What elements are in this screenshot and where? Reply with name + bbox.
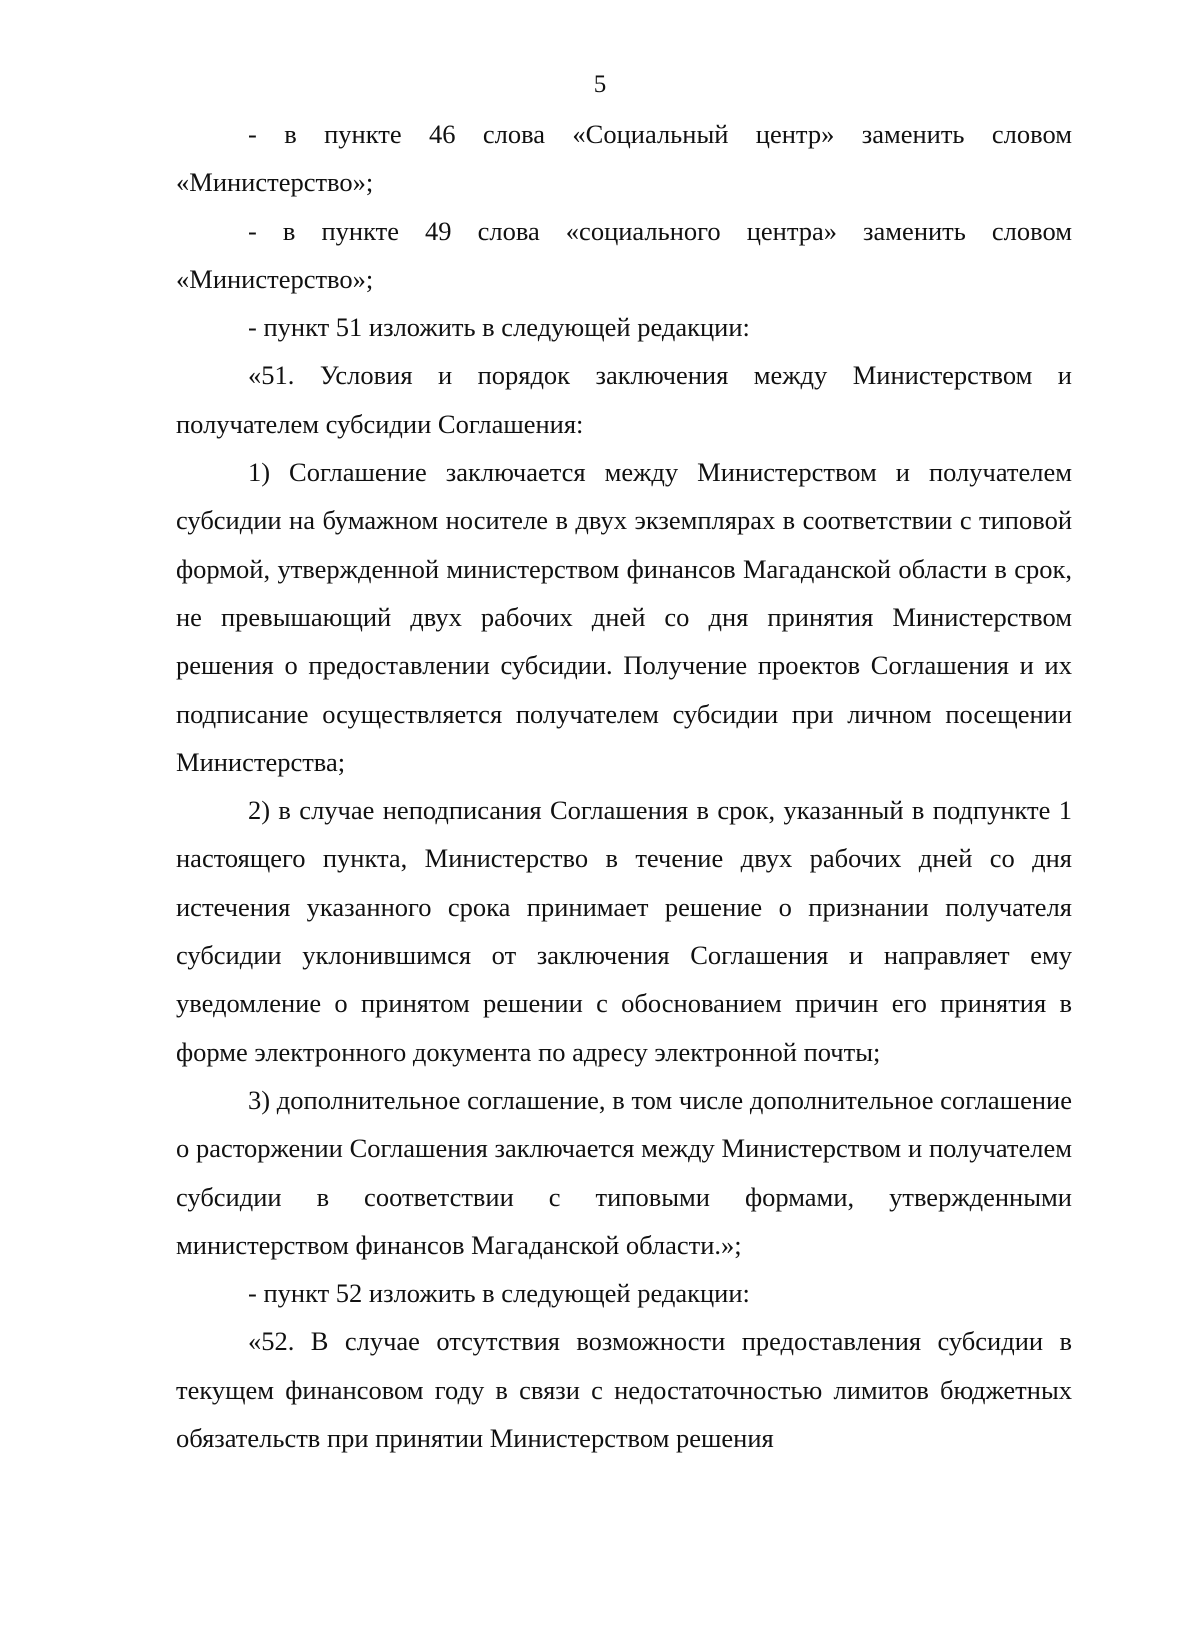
page-number: 5 xyxy=(593,71,607,98)
paragraph-subitem-2: 2) в случае неподписания Соглашения в срок, указанный в подпункте 1 настоящего пункта, Министерство в течение двух рабочих дней со дня истечения указанного срока принимает решение о признании получателя субсидии уклонившимся от заключения Соглашения и направляет ему уведомление о принятом решении с обоснованием причин его принятия в форме электронного документа по адресу электронной почты; xyxy=(176,795,1072,1067)
document-body xyxy=(176,110,1072,1462)
paragraph-item-49: - в пункте 49 слова «социального центра» заменить словом «Министерство»; xyxy=(176,215,1072,294)
paragraph-item-52-intro: - пункт 52 изложить в следующей редакции: xyxy=(248,1278,750,1309)
paragraph-subitem-1: 1) Соглашение заключается между Министерством и получателем субсидии на бумажном носителе в двух экземплярах в соответствии с типовой формой, утвержденной министерством финансов Магаданской области в срок, не превышающий двух рабочих дней со дня принятия Министерством решения о предоставлении субсидии. Получение проектов Соглашения и их подписание осуществляется получателем субсидии при личном посещении Министерства; xyxy=(176,457,1072,777)
paragraph-item-46: - в пункте 46 слова «Социальный центр» заменить словом «Министерство»; xyxy=(176,119,1072,198)
paragraph-subitem-3: 3) дополнительное соглашение, в том числе дополнительное соглашение о расторжении Соглашения заключается между Министерством и получателем субсидии в соответствии с типовыми формами, утвержденными министерством финансов Магаданской области.»; xyxy=(176,1084,1072,1260)
paragraph-item-51-intro: - пункт 51 изложить в следующей редакции: xyxy=(248,312,750,343)
paragraph-item-52-text: «52. В случае отсутствия возможности предоставления субсидии в текущем финансовом году в связи с недостаточностью лимитов бюджетных обязательств при принятии Министерством решения xyxy=(176,1326,1072,1454)
paragraph-item-51-text: «51. Условия и порядок заключения между Министерством и получателем субсидии Соглашения: xyxy=(176,360,1072,439)
